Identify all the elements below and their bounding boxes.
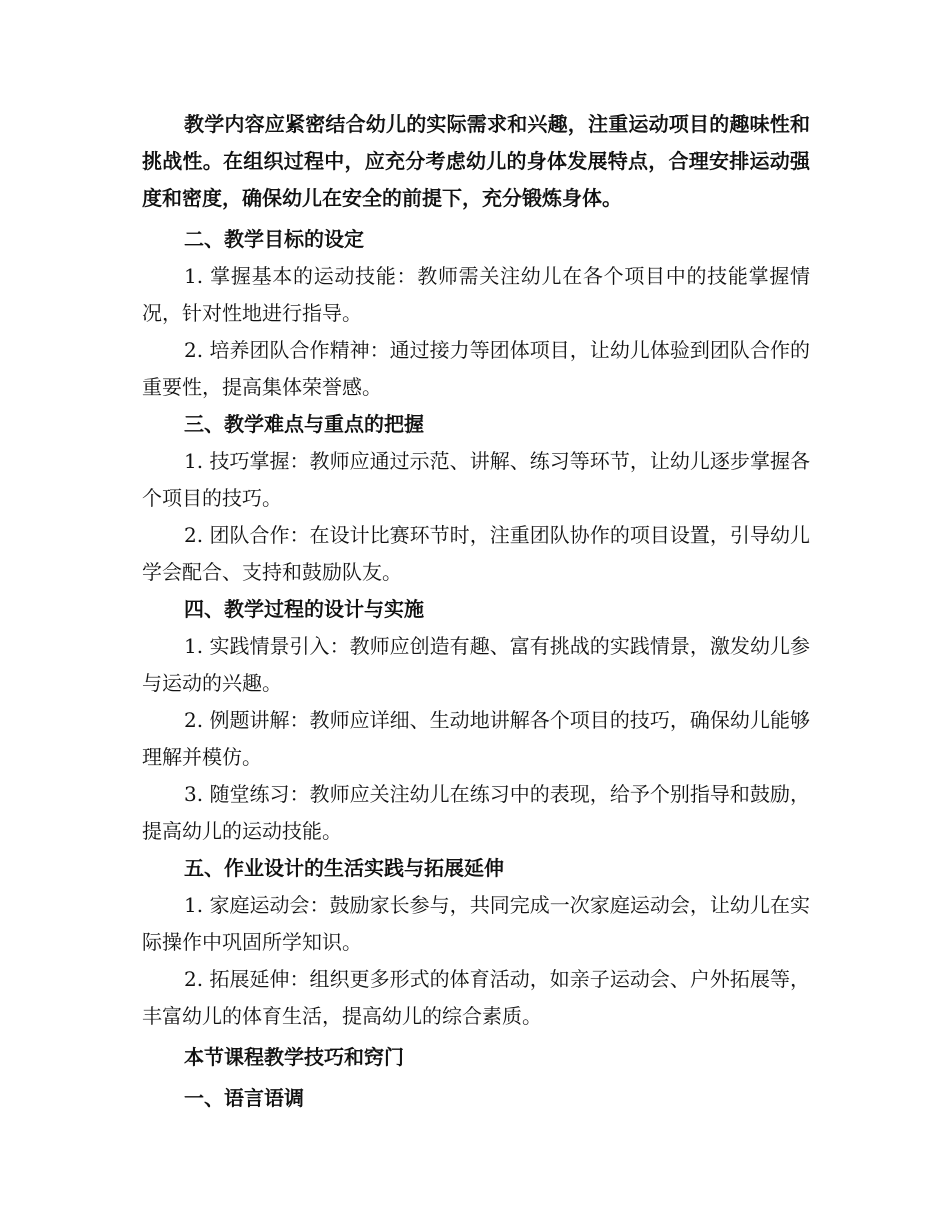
section-heading-homework: 五、作业设计的生活实践与拓展延伸 [184,856,504,880]
process-item-1: 1. 实践情景引入：教师应创造有趣、富有挑战的实践情景，激发幼儿参与运动的兴趣。 [142,634,810,695]
document-page [142,106,810,1117]
homework-item-1: 1. 家庭运动会：鼓励家长参与，共同完成一次家庭运动会，让幼儿在实际操作中巩固所学知识。 [142,893,810,954]
key-points-item-1: 1. 技巧掌握：教师应通过示范、讲解、练习等环节，让幼儿逐步掌握各个项目的技巧。 [142,449,810,510]
goals-item-1: 1. 掌握基本的运动技能：教师需关注幼儿在各个项目中的技能掌握情况，针对性地进行指导。 [142,264,810,325]
section-heading-key-points: 三、教学难点与重点的把握 [184,412,424,436]
process-item-3: 3. 随堂练习：教师应关注幼儿在练习中的表现，给予个别指导和鼓励，提高幼儿的运动技能。 [142,782,810,843]
goals-item-2: 2. 培养团队合作精神：通过接力等团体项目，让幼儿体验到团队合作的重要性，提高集体荣誉感。 [142,338,810,399]
homework-item-2: 2. 拓展延伸：组织更多形式的体育活动，如亲子运动会、户外拓展等，丰富幼儿的体育生活，提高幼儿的综合素质。 [142,967,810,1028]
section-heading-process: 四、教学过程的设计与实施 [184,597,424,621]
closing-subheading: 一、语言语调 [184,1086,304,1110]
intro-paragraph: 教学内容应紧密结合幼儿的实际需求和兴趣，注重运动项目的趣味性和挑战性。在组织过程中，应充分考虑幼儿的身体发展特点，合理安排运动强度和密度，确保幼儿在安全的前提下，充分锻炼身体。 [142,112,810,210]
section-heading-goals: 二、教学目标的设定 [184,227,364,251]
process-item-2: 2. 例题讲解：教师应详细、生动地讲解各个项目的技巧，确保幼儿能够理解并模仿。 [142,708,810,769]
closing-title: 本节课程教学技巧和窍门 [184,1045,404,1069]
key-points-item-2: 2. 团队合作：在设计比赛环节时，注重团队协作的项目设置，引导幼儿学会配合、支持和鼓励队友。 [142,523,810,584]
